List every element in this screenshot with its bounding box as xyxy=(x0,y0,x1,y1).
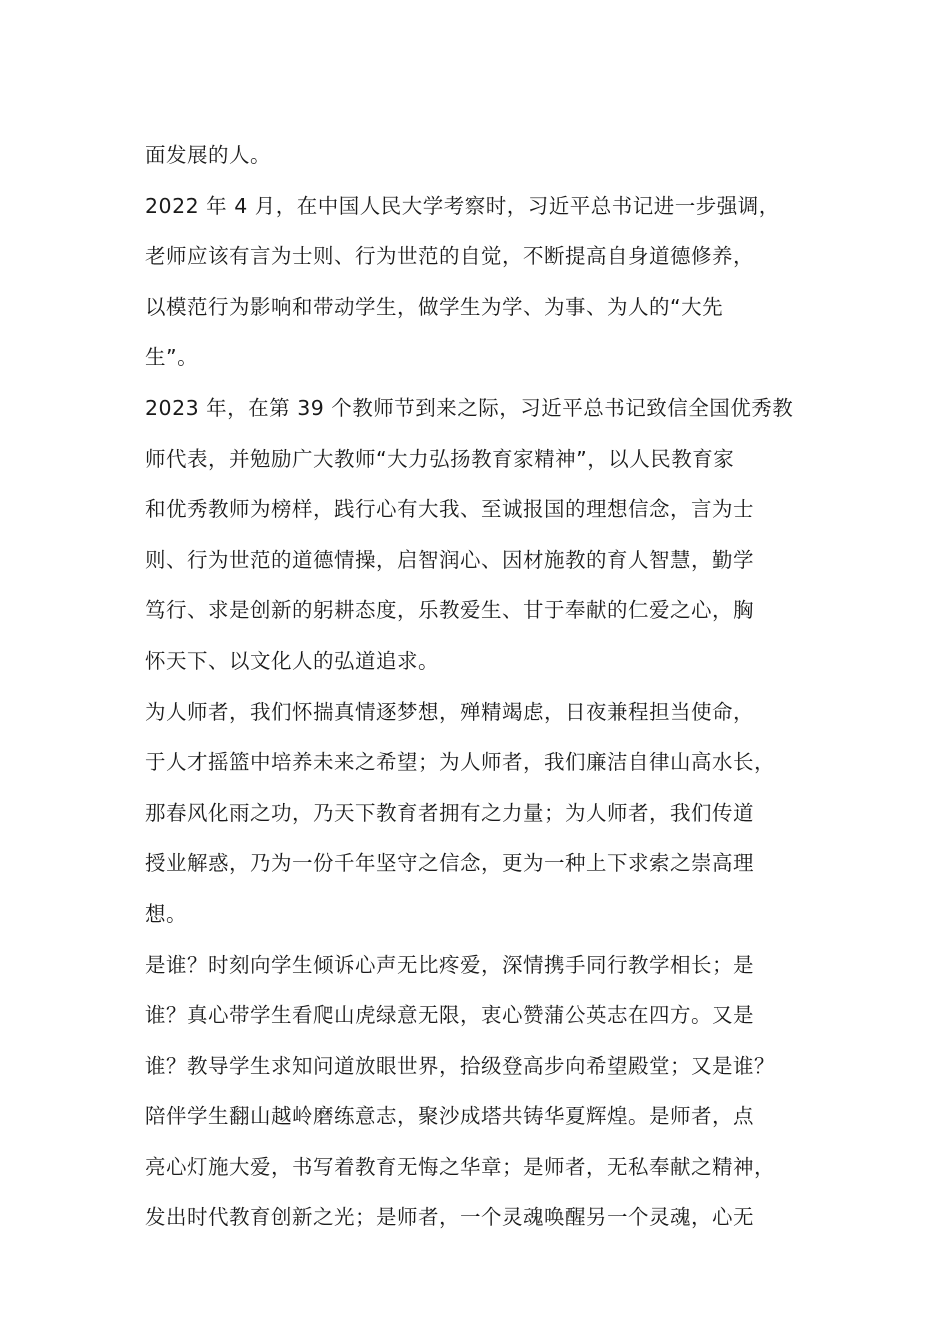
text-line: 是谁？时刻向学生倾诉心声无比疼爱，深情携手同行教学相长；是 xyxy=(145,952,754,977)
text-line: 谁？教导学生求知问道放眼世界，拾级登高步向希望殿堂；又是谁？ xyxy=(145,1053,775,1078)
text-line: 2023 年，在第 39 个教师节到来之际，习近平总书记致信全国优秀教 xyxy=(145,395,794,420)
text-line: 则、行为世范的道德情操，启智润心、因材施教的育人智慧，勤学 xyxy=(145,547,754,572)
text-line: 师代表，并勉励广大教师“大力弘扬教育家精神”，以人民教育家 xyxy=(145,446,735,471)
text-line: 于人才摇篮中培养未来之希望；为人师者，我们廉洁自律山高水长， xyxy=(145,750,775,775)
text-line: 发出时代教育创新之光；是师者，一个灵魂唤醒另一个灵魂，心无 xyxy=(145,1205,754,1230)
text-line: 怀天下、以文化人的弘道追求。 xyxy=(145,648,439,673)
text-line: 和优秀教师为榜样，践行心有大我、至诚报国的理想信念，言为士 xyxy=(145,497,754,522)
text-line: 生”。 xyxy=(145,345,199,370)
text-line: 老师应该有言为士则、行为世范的自觉，不断提高自身道德修养， xyxy=(145,244,754,269)
text-line: 想。 xyxy=(145,901,187,926)
text-line: 笃行、求是创新的躬耕态度，乐教爱生、甘于奉献的仁爱之心，胸 xyxy=(145,598,754,623)
text-line: 以模范行为影响和带动学生，做学生为学、为事、为人的“大先 xyxy=(145,294,724,319)
text-line: 亮心灯施大爱，书写着教育无悔之华章；是师者，无私奉献之精神， xyxy=(145,1154,775,1179)
text-line: 面发展的人。 xyxy=(145,143,271,167)
text-line: 那春风化雨之功，乃天下教育者拥有之力量；为人师者，我们传道 xyxy=(145,800,754,825)
text-line: 2022 年 4 月，在中国人民大学考察时，习近平总书记进一步强调， xyxy=(145,193,780,218)
text-line: 谁？真心带学生看爬山虎绿意无限，衷心赞蒲公英志在四方。又是 xyxy=(145,1003,754,1028)
body-text xyxy=(145,130,845,1243)
text-line: 授业解惑，乃为一份千年坚守之信念，更为一种上下求索之崇高理 xyxy=(145,851,754,876)
text-line: 为人师者，我们怀揣真情逐梦想，殚精竭虑，日夜兼程担当使命， xyxy=(145,699,754,724)
text-line: 陪伴学生翻山越岭磨练意志，聚沙成塔共铸华夏辉煌。是师者，点 xyxy=(145,1104,754,1129)
